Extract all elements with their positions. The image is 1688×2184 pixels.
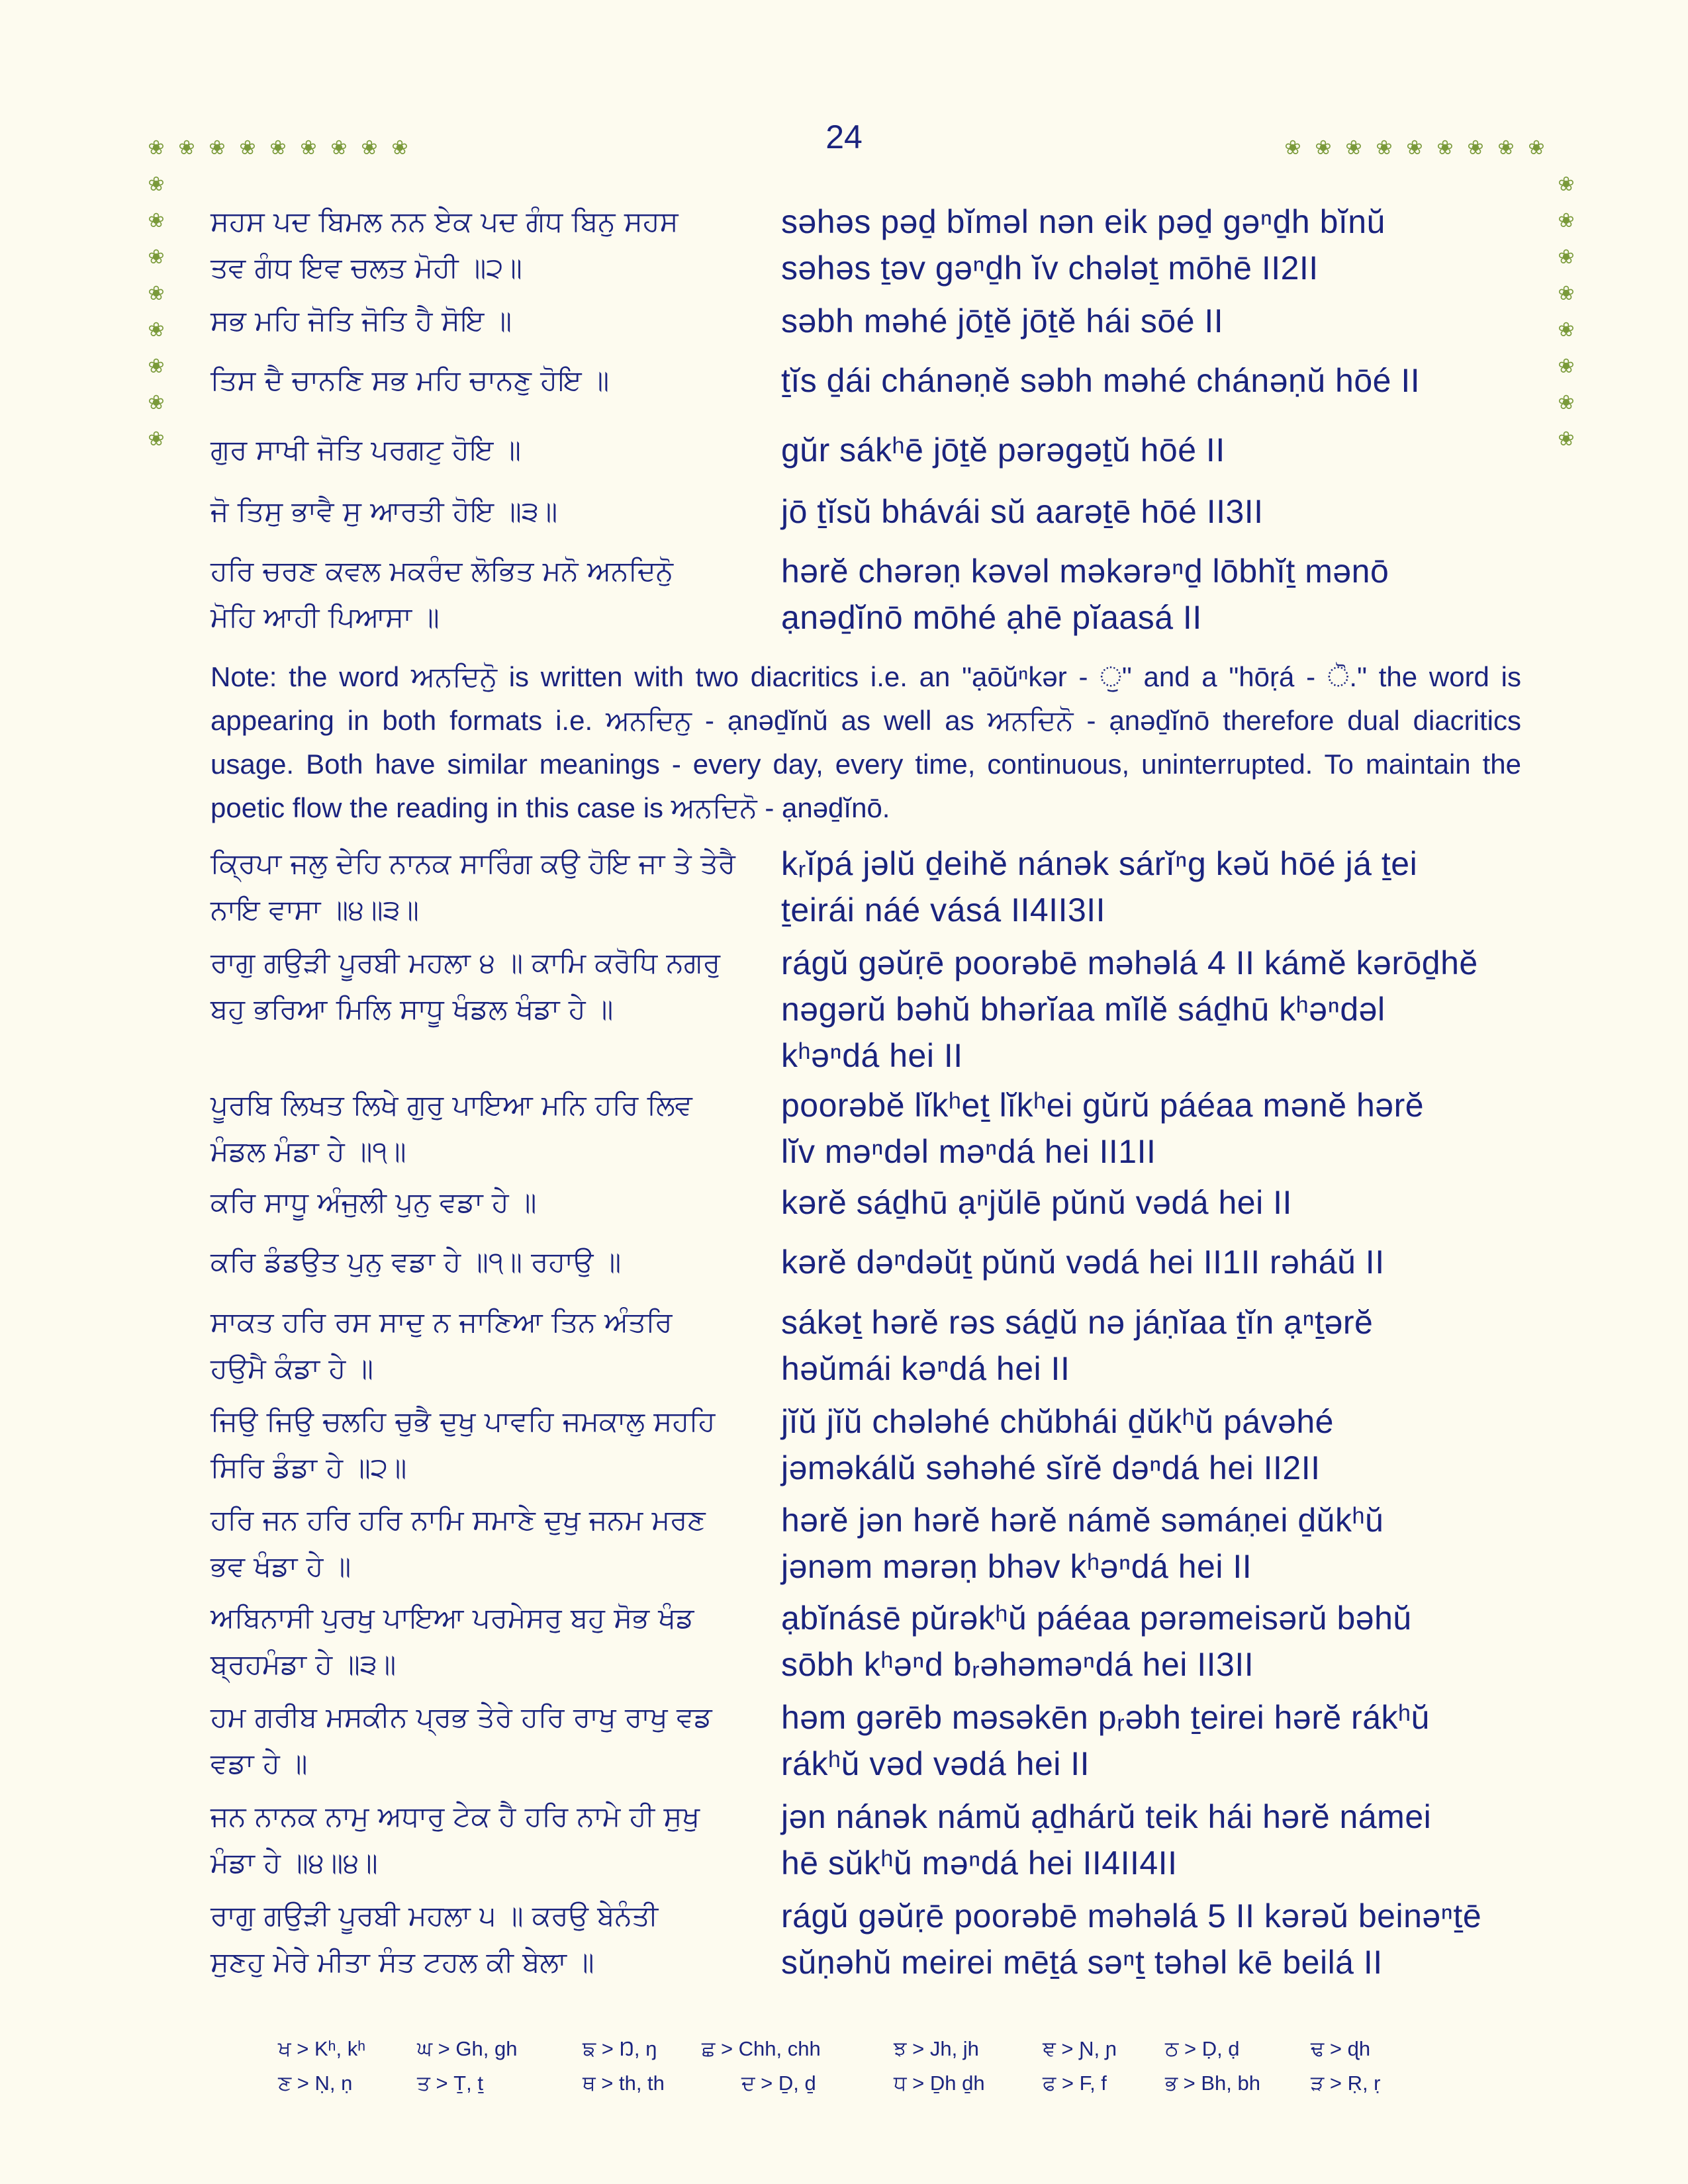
gurmukhi-text: ਗੁਰ ਸਾਖੀ ਜੋਤਿ ਪਰਗਟੁ ਹੋਇ ॥ — [211, 433, 521, 466]
flower-ornament-icon — [146, 429, 167, 450]
legend-item: ਢ > ɖh — [1311, 2037, 1371, 2060]
flower-ornament-icon — [207, 138, 228, 159]
flower-ornament-icon — [146, 174, 167, 195]
flower-ornament-icon — [146, 392, 167, 414]
flower-ornament-icon — [1465, 138, 1486, 159]
flower-ornament-icon — [1526, 138, 1547, 159]
legend-item: ਧ > Ḏh ḏh — [894, 2071, 985, 2095]
flower-ornament-icon — [1313, 138, 1334, 159]
transliteration-text: poorəbĕ lĭkʰeṯ lĭkʰei gŭrŭ páéaa mənĕ hərĕ lĭv məⁿdəl məⁿdá hei II1II — [781, 1087, 1425, 1170]
transliteration-text: gŭr sákʰē jōṯĕ pərəgəṯŭ hōé II — [781, 432, 1225, 469]
transliteration-text: həm gərēb məsəkēn pᵣəbh ṯeirei hərĕ rákʰŭ rákʰŭ vəd vədá hei II — [781, 1699, 1430, 1782]
gurmukhi-text: ਸਹਸ ਪਦ ਬਿਮਲ ਨਨ ਏਕ ਪਦ ਗੰਧ ਬਿਨੁ ਸਹਸ ਤਵ ਗੰਧ ਇਵ ਚਲਤ ਮੋਹੀ ॥੨॥ — [211, 205, 679, 284]
flower-ornament-icon — [1556, 356, 1577, 377]
flower-ornament-icon — [176, 138, 197, 159]
flower-ornament-icon — [146, 247, 167, 268]
flower-ornament-icon — [1556, 283, 1577, 304]
transliteration-text: ạbĭnásē pŭrəkʰŭ páéaa pərəmeisərŭ bəhŭ sōbh kʰəⁿd bᵣəhəməⁿdá hei II3II — [781, 1600, 1412, 1683]
gurmukhi-text: ਕ੍ਰਿਪਾ ਜਲੁ ਦੇਹਿ ਨਾਨਕ ਸਾਰਿੰਗ ਕਉ ਹੋਇ ਜਾ ਤੇ ਤੇਰੈ ਨਾਇ ਵਾਸਾ ॥੪॥੩॥ — [211, 847, 735, 926]
flower-ornament-icon — [146, 210, 167, 232]
legend-item: ਣ > Ṇ, ṇ — [278, 2071, 353, 2095]
legend-item: ੜ > Ṛ, ṛ — [1311, 2071, 1381, 2095]
note-paragraph: Note: the word ਅਨਦਿਨੋੁ is written with two diacritics i.e. an "ạōŭⁿkər - ੁ" and a "hōṛá - ੋ." the word is appearing in both formats i.e. ਅਨਦਿਨੁ - ạnəḏĭnŭ as well as ਅਨਦਿਨੋ - ạnəḏĭnō therefore dual diacritics usage. Both have similar meanings - every day, every time, continuous, uninterrupted. To maintain the poetic flow the reading in this case is ਅਨਦਿਨੋ - ạnəḏĭnō. — [211, 661, 1521, 823]
flower-ornament-icon — [298, 138, 319, 159]
gurmukhi-text: ਪੂਰਬਿ ਲਿਖਤ ਲਿਖੇ ਗੁਰੁ ਪਾਇਆ ਮਨਿ ਹਰਿ ਲਿਵ ਮੰਡਲ ਮੰਡਾ ਹੇ ॥੧॥ — [211, 1089, 692, 1167]
transliteration-text: jən nánək námŭ ạḏhárŭ teik hái hərĕ námei hē sŭkʰŭ məⁿdá hei II4II4II — [781, 1798, 1432, 1882]
gurmukhi-text: ਜੋ ਤਿਸੁ ਭਾਵੈ ਸੁ ਆਰਤੀ ਹੋਇ ॥੩॥ — [211, 495, 558, 527]
flower-ornament-icon — [359, 138, 380, 159]
flower-ornament-icon — [146, 283, 167, 304]
flower-ornament-icon — [1556, 429, 1577, 450]
gurmukhi-text: ਜਨ ਨਾਨਕ ਨਾਮੁ ਅਧਾਰੁ ਟੇਕ ਹੈ ਹਰਿ ਨਾਮੇ ਹੀ ਸੁਖੁ ਮੰਡਾ ਹੇ ॥੪॥੪॥ — [211, 1800, 700, 1879]
legend-item: ਫ > F, f — [1043, 2071, 1107, 2095]
gurmukhi-text: ਰਾਗੁ ਗਉੜੀ ਪੂਰਬੀ ਮਹਲਾ ੪ ॥ ਕਾਮਿ ਕਰੋਧਿ ਨਗਰੁ ਬਹੁ ਭਰਿਆ ਮਿਲਿ ਸਾਧੂ ਖੰਡਲ ਖੰਡਾ ਹੇ ॥ — [211, 946, 721, 1025]
flower-ornament-icon — [1556, 320, 1577, 341]
gurmukhi-text: ਰਾਗੁ ਗਉੜੀ ਪੂਰਬੀ ਮਹਲਾ ੫ ॥ ਕਰਉ ਬੇਨੰਤੀ ਸੁਣਹੁ ਮੇਰੇ ਮੀਤਾ ਸੰਤ ਟਹਲ ਕੀ ਬੇਲਾ ॥ — [211, 1899, 659, 1978]
gurmukhi-text: ਕਰਿ ਡੰਡਉਤ ਪੁਨੁ ਵਡਾ ਹੇ ॥੧॥ ਰਹਾਉ ॥ — [211, 1246, 622, 1278]
page-number: 24 — [825, 118, 863, 156]
gurmukhi-text: ਕਰਿ ਸਾਧੂ ਅੰਜੁਲੀ ਪੁਨੁ ਵਡਾ ਹੇ ॥ — [211, 1186, 537, 1218]
gurmukhi-text: ਅਬਿਨਾਸੀ ਪੁਰਖੁ ਪਾਇਆ ਪਰਮੇਸਰੁ ਬਹੁ ਸੋਭ ਖੰਡ ਬ੍ਰਹਮੰਡਾ ਹੇ ॥੩॥ — [211, 1602, 694, 1680]
flower-ornament-icon — [1495, 138, 1517, 159]
legend-item: ਭ > Bh, bh — [1165, 2071, 1260, 2095]
flower-ornament-icon — [328, 138, 350, 159]
legend-item: ਘ > Gh, gh — [417, 2037, 518, 2060]
flower-ornament-icon — [1374, 138, 1395, 159]
transliteration-text: kᵣĭpá jəlŭ ḏeihĕ nánək sárĭⁿg kəŭ hōé já ṯei ṯeirái náé vásá II4II3II — [781, 845, 1418, 929]
transliteration-text: kərĕ dəⁿdəŭṯ pŭnŭ vədá hei II1II rəháŭ II — [781, 1244, 1385, 1281]
flower-ornament-icon — [1404, 138, 1425, 159]
transliteration-legend-row-1 — [278, 2037, 1430, 2073]
gurmukhi-text: ਸਭ ਮਹਿ ਜੋਤਿ ਜੋਤਿ ਹੈ ਸੋਇ ॥ — [211, 304, 512, 337]
transliteration-legend-row-2 — [278, 2071, 1430, 2108]
transliteration-text: sákəṯ hərĕ rəs sáḏŭ nə jáṇĭaa ṯĭn ạⁿṯərĕ həŭmái kəⁿdá hei II — [781, 1304, 1374, 1387]
gurmukhi-text: ਹਮ ਗਰੀਬ ਮਸਕੀਨ ਪ੍ਰਭ ਤੇਰੇ ਹਰਿ ਰਾਖੁ ਰਾਖੁ ਵਡ ਵਡਾ ਹੇ ॥ — [211, 1701, 712, 1780]
legend-item: ਞ > Ɲ, ɲ — [1043, 2037, 1117, 2060]
legend-item: ਠ > Ḍ, ḍ — [1165, 2037, 1240, 2060]
legend-item: ਙ > Ŋ, ŋ — [583, 2037, 657, 2060]
gurmukhi-text: ਹਰਿ ਜਨ ਹਰਿ ਹਰਿ ਨਾਮਿ ਸਮਾਣੇ ਦੁਖੁ ਜਨਮ ਮਰਣ ਭਵ ਖੰਡਾ ਹੇ ॥ — [211, 1504, 706, 1582]
flower-ornament-icon — [237, 138, 258, 159]
transliteration-text: jō ṯĭsŭ bhávái sŭ aarəṯē hōé II3II — [781, 493, 1264, 530]
flower-ornament-icon — [146, 138, 167, 159]
flower-ornament-icon — [267, 138, 289, 159]
legend-item: ਛ > Chh, chh — [702, 2037, 821, 2060]
flower-ornament-icon — [146, 356, 167, 377]
flower-ornament-icon — [1282, 138, 1303, 159]
flower-ornament-icon — [1434, 138, 1456, 159]
gurmukhi-text: ਹਰਿ ਚਰਣ ਕਵਲ ਮਕਰੰਦ ਲੋਭਿਤ ਮਨੋ ਅਨਦਿਨੋੁ ਮੋਹਿ ਆਹੀ ਪਿਆਸਾ ॥ — [211, 555, 673, 633]
transliteration-text: hərĕ chərəṇ kəvəl məkərəⁿḏ lōbhĭṯ mənō ạnəḏĭnō mōhé ạhē pĭaasá II — [781, 553, 1389, 636]
flower-ornament-icon — [1556, 174, 1577, 195]
flower-ornament-icon — [1343, 138, 1364, 159]
transliteration-text: səbh məhé jōṯĕ jōṯĕ hái sōé II — [781, 302, 1224, 340]
transliteration-text: jĭŭ jĭŭ chələhé chŭbhái ḏŭkʰŭ pávəhé jəməkálŭ səhəhé sĭrĕ dəⁿdá hei II2II — [781, 1403, 1334, 1486]
transliteration-text: rágŭ gəŭṛē poorəbē məhəlá 5 II kərəŭ beinəⁿṯē sŭṇəhŭ meirei mēṯá səⁿṯ təhəl kē beilá II — [781, 1897, 1482, 1981]
legend-item: ਤ > Ṯ, ṯ — [417, 2071, 483, 2095]
flower-ornament-icon — [1556, 392, 1577, 414]
gurmukhi-text: ਤਿਸ ਦੈ ਚਾਨਣਿ ਸਭ ਮਹਿ ਚਾਨਣੁ ਹੋਇ ॥ — [211, 364, 610, 396]
transliteration-text: səhəs pəḏ bĭməl nən eik pəḏ gəⁿḏh bĭnŭ səhəs ṯəv gəⁿḏh ĭv chələṯ mōhē II2II — [781, 203, 1385, 287]
flower-ornament-icon — [389, 138, 410, 159]
flower-ornament-icon — [1556, 247, 1577, 268]
transliteration-text: hərĕ jən hərĕ hərĕ námĕ səmáṇei ḏŭkʰŭ jənəm mərəṇ bhəv kʰəⁿdá hei II — [781, 1502, 1384, 1585]
flower-ornament-icon — [1556, 210, 1577, 232]
flower-ornament-icon — [146, 320, 167, 341]
legend-item: ਖ > Kʰ, kʰ — [278, 2037, 366, 2060]
transliteration-text: ṯĭs ḏái chánəṇĕ səbh məhé chánəṇŭ hōé II — [781, 362, 1421, 399]
legend-item: ਥ > th, th — [583, 2071, 665, 2095]
transliteration-text: rágŭ gəŭṛē poorəbē məhəlá 4 II kámĕ kərōḏhĕ nəgərŭ bəhŭ bhərĭaa mĭlĕ sáḏhū kʰəⁿdəl kʰəⁿdá hei II — [781, 944, 1478, 1074]
legend-item: ਝ > Jh, jh — [894, 2037, 979, 2060]
gurmukhi-text: ਸਾਕਤ ਹਰਿ ਰਸ ਸਾਦੁ ਨ ਜਾਣਿਆ ਤਿਨ ਅੰਤਰਿ ਹਉਮੈ ਕੰਡਾ ਹੇ ॥ — [211, 1306, 673, 1385]
gurmukhi-text: ਜਿਉ ਜਿਉ ਚਲਹਿ ਚੁਭੈ ਦੁਖੁ ਪਾਵਹਿ ਜਮਕਾਲੁ ਸਹਹਿ ਸਿਰਿ ਡੰਡਾ ਹੇ ॥੨॥ — [211, 1405, 716, 1484]
legend-item: ਦ > Ḏ, ḏ — [741, 2071, 816, 2095]
transliteration-text: kərĕ sáḏhū ạⁿjŭlē pŭnŭ vədá hei II — [781, 1184, 1292, 1221]
